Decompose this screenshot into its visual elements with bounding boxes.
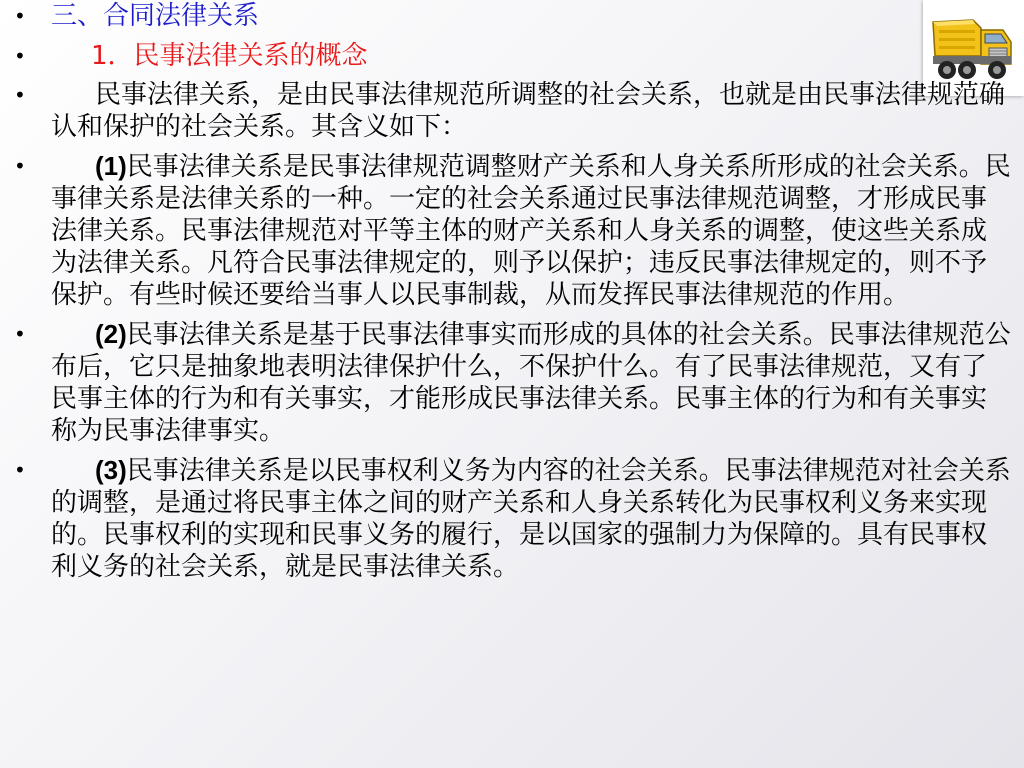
point-text: 民事法律关系是以民事权利义务为内容的社会关系。民事法律规范对社会关系的调整，是通过将民事主体之间的财产关系和人身关系转化为民事权利义务来实现的。民事权利的实现和民事义务的履行，是以国家的强制力为保障的。具有民事权利义务的社会关系，就是民事法律关系。: [51, 456, 1011, 582]
intro-text: 民事法律关系，是由民事法律规范所调整的社会关系，也就是由民事法律规范确认和保护的社会关系。其含义如下：: [51, 80, 1006, 142]
point-text: 民事法律关系是民事法律规范调整财产关系和人身关系所形成的社会关系。民事律关系是法律关系的一种。一定的社会关系通过民事法律规范调整，才形成民事法律关系。民事法律规范对平等主体的财产关系和人身关系的调整，使这些关系成为法律关系。凡符合民事法律规定的，则予以保护；违反民事法律规定的，则不予保护。有些时候还要给当事人以民事制裁，从而发挥民事法律规范的作用。: [51, 152, 1011, 310]
point-number: (2): [95, 319, 127, 349]
bullet-icon: •: [14, 44, 26, 68]
point-number: (3): [95, 455, 127, 485]
intro-paragraph: [6, 79, 1012, 143]
point-paragraph-1: [6, 150, 1012, 311]
bullet-icon: •: [14, 322, 26, 346]
slide-heading-item: [6, 0, 1012, 32]
point-paragraph-2: [6, 318, 1012, 447]
slide-heading: 三、合同法律关系: [51, 1, 260, 31]
point-text: 民事法律关系是基于民事法律事实而形成的具体的社会关系。民事法律规范公布后，它只是抽象地表明法律保护什么，不保护什么。有了民事法律规范，又有了民事主体的行为和有关事实，才能形成民事法律关系。民事主体的行为和有关事实称为民事法律事实。: [51, 320, 1011, 446]
point-number: (1): [95, 151, 127, 181]
slide-subheading: 1．民事法律关系的概念: [91, 41, 368, 71]
slide-subheading-item: [6, 40, 1012, 72]
bullet-icon: •: [14, 83, 26, 107]
bullet-icon: •: [14, 4, 26, 28]
slide-content: [6, 0, 1012, 590]
bullet-icon: •: [14, 154, 26, 178]
bullet-icon: •: [14, 458, 26, 482]
point-paragraph-3: [6, 454, 1012, 583]
